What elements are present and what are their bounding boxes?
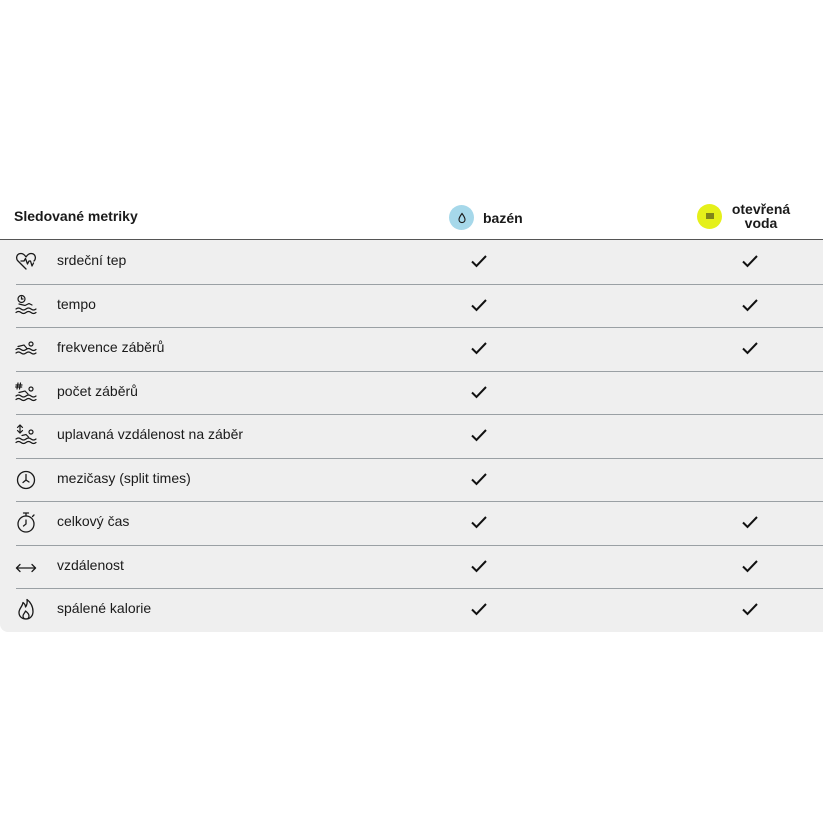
check-icon: [470, 384, 488, 400]
water-drop-icon: [449, 205, 474, 230]
table-body: [0, 240, 823, 632]
metric-label: srdeční tep: [57, 252, 127, 268]
metric-label: spálené kalorie: [57, 600, 152, 616]
check-icon: [741, 558, 759, 574]
metrics-table: [0, 194, 823, 632]
column-header-pool: [449, 205, 523, 230]
metric-label: mezičasy (split times): [57, 469, 191, 486]
check-icon: [470, 514, 488, 530]
check-icon: [470, 601, 488, 617]
metric-label: frekvence záběrů: [57, 339, 165, 355]
table-row: [0, 240, 823, 284]
check-icon: [741, 253, 759, 269]
check-icon: [470, 427, 488, 443]
heart-rate-icon: [14, 249, 38, 273]
table-header: [0, 194, 823, 240]
stroke-rate-icon: [14, 336, 38, 360]
waves-icon: [697, 204, 722, 229]
table-row: [0, 327, 823, 371]
table-row: [0, 371, 823, 415]
table-row: [0, 284, 823, 328]
table-row: [0, 545, 823, 589]
table-title: Sledované metriky: [14, 208, 138, 224]
stopwatch-icon: [14, 510, 38, 534]
table-row: [0, 588, 823, 632]
column-label-open-water: otevřená voda: [731, 201, 791, 231]
swim-pace-icon: [14, 293, 38, 317]
metric-label: počet záběrů: [57, 382, 138, 399]
table-row: [0, 501, 823, 545]
check-icon: [470, 253, 488, 269]
check-icon: [470, 471, 488, 487]
flame-icon: [14, 597, 38, 621]
table-row: [0, 414, 823, 458]
metric-label: celkový čas: [57, 513, 130, 529]
check-icon: [470, 297, 488, 313]
column-header-open-water: [697, 202, 792, 230]
distance-per-stroke-icon: [14, 423, 38, 447]
table-row: [0, 458, 823, 502]
column-label-pool: bazén: [483, 209, 523, 226]
distance-arrow-icon: [14, 554, 38, 578]
check-icon: [741, 297, 759, 313]
check-icon: [741, 601, 759, 617]
split-times-icon: [14, 467, 38, 491]
stroke-count-icon: [14, 380, 38, 404]
check-icon: [470, 340, 488, 356]
metric-label: tempo: [57, 295, 96, 312]
check-icon: [470, 558, 488, 574]
check-icon: [741, 340, 759, 356]
check-icon: [741, 514, 759, 530]
metric-label: vzdálenost: [57, 556, 124, 573]
metric-label: uplavaná vzdálenost na záběr: [57, 426, 244, 442]
